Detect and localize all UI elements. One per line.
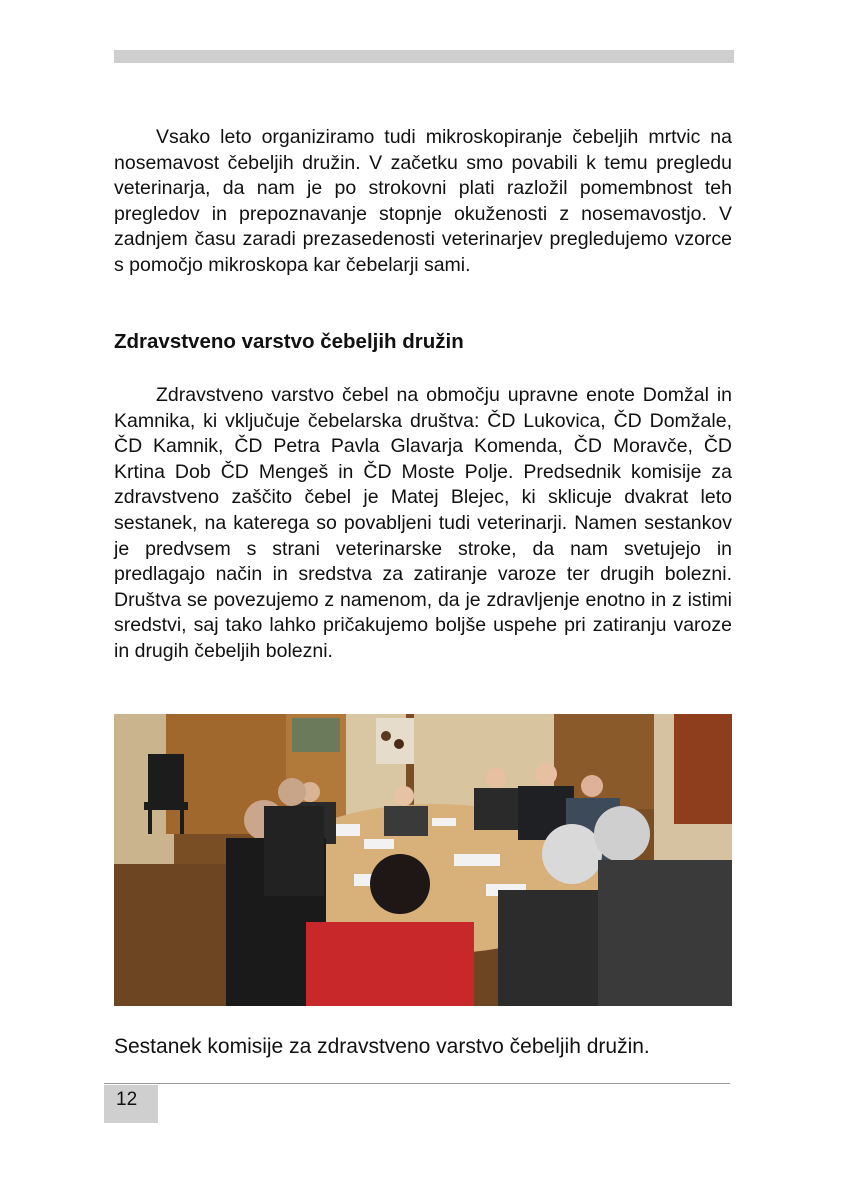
meeting-photo xyxy=(114,714,732,1006)
section-heading: Zdravstveno varstvo čebeljih družin xyxy=(114,330,464,353)
meeting-photo-illustration xyxy=(114,714,732,1006)
paragraph-health-protection: Zdravstveno varstvo čebel na območju upravne enote Domžal in Kamnika, ki vključuje čebelarska društva: ČD Lukovica, ČD Domžale, ČD Kamnik, ČD Petra Pavla Glavarja Komenda, ČD Moravče, ČD Krtina Dob ČD Mengeš in ČD Moste Polje. Predsednik komisije za zdravstveno zaščito čebel je Matej Blejec, ki sklicuje dvakrat leto sestanek, na katerega so povabljeni tudi veterinarji. Namen sestankov je predvsem s strani veterinarske stroke, da nam svetujejo in predlagajo način in sredstva za zatiranje varoze ter drugih bolezni. Društva se povezujemo z namenom, da je zdravljenje enotno in z istimi sredstvi, saj tako lahko pričakujemo boljše uspehe pri zatiranju varoze in drugih čebeljih bolezni. xyxy=(114,384,732,662)
header-bar xyxy=(114,50,734,63)
photo-caption: Sestanek komisije za zdravstveno varstvo čebeljih družin. xyxy=(114,1035,650,1058)
paragraph-microscopy: Vsako leto organiziramo tudi mikroskopiranje čebeljih mrtvic na nosemavost čebeljih družin. V začetku smo povabili k temu pregledu veterinarja, da nam je po strokovni plati razložil pomembnost teh pregledov in prepoznavanje stopnje okuženosti z nosemavostjo. V zadnjem času zaradi prezasedenosti veterinarjev pregledujemo vzorce s pomočjo mikroskopa kar čebelarji sami. xyxy=(114,126,732,276)
footer-divider xyxy=(104,1083,730,1084)
page-number: 12 xyxy=(104,1085,158,1123)
